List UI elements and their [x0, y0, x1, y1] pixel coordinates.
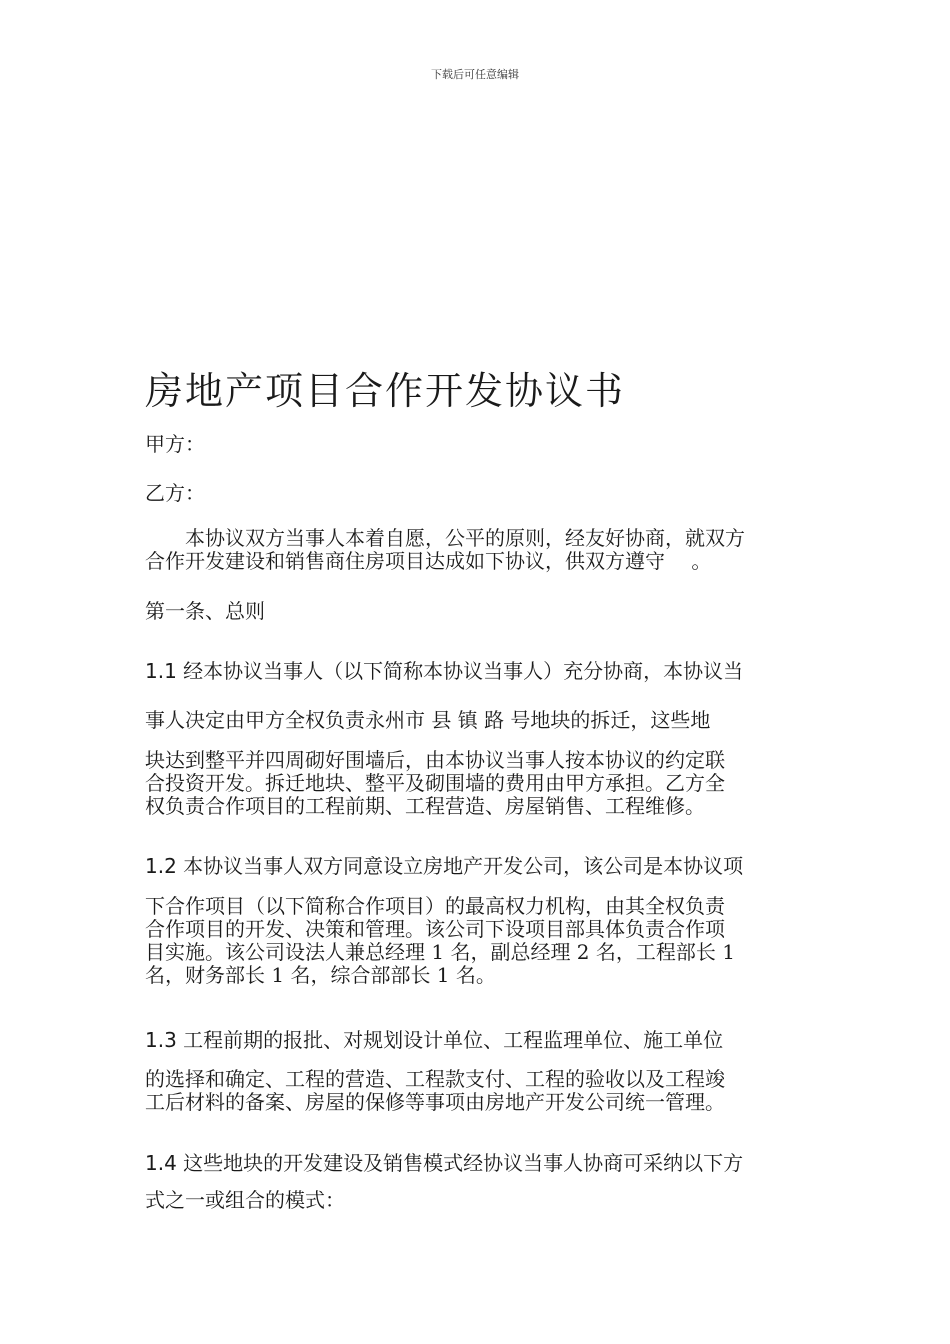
party-b-text: 乙方：	[145, 481, 205, 505]
clause-line: 工程前期的报批、对规划设计单位、工程监理单位、施工单位	[176, 1028, 724, 1052]
clause-1-3	[145, 1029, 805, 1052]
intro-line: 本协议双方当事人本着自愿，公平的原则，经友好协商，就双方	[185, 526, 745, 550]
page-title: 房地产项目合作开发协议书	[145, 369, 626, 413]
clause-1-1-body	[145, 749, 805, 818]
clause-line: 这些地块的开发建设及销售模式经协议当事人协商可采纳以下方	[176, 1151, 744, 1175]
clause-line: 块达到整平并四周砌好围墙后，由本协议当事人按本协议的约定联	[145, 748, 725, 772]
clause-number: 1.4	[145, 1151, 177, 1175]
clause-line: 工后材料的备案、房屋的保修等事项由房地产开发公司统一管理。	[145, 1090, 725, 1114]
party-a-label	[145, 433, 805, 456]
article-heading	[145, 600, 805, 623]
clause-line: 目实施。该公司设法人兼总经理 1 名，副总经理 2 名，工程部长 1	[145, 940, 735, 964]
clause-1-3-body	[145, 1068, 805, 1114]
header-note: 下载后可任意编辑	[431, 68, 519, 81]
clause-line: 事人决定由甲方全权负责永州市 县 镇 路 号地块的拆迁，这些地	[145, 708, 711, 732]
clause-line: 权负责合作项目的工程前期、工程营造、房屋销售、工程维修。	[145, 794, 705, 818]
clause-line: 下合作项目（以下简称合作项目）的最高权力机构，由其全权负责	[145, 894, 725, 918]
clause-line: 经本协议当事人（以下简称本协议当事人）充分协商，本协议当	[176, 659, 744, 683]
clause-line: 式之一或组合的模式：	[145, 1188, 345, 1212]
party-a-text: 甲方：	[145, 432, 205, 456]
clause-line: 的选择和确定、工程的营造、工程款支付、工程的验收以及工程竣	[145, 1067, 725, 1091]
clause-1-4	[145, 1152, 805, 1175]
clause-line: 名，财务部长 1 名，综合部部长 1 名。	[145, 963, 496, 987]
clause-1-1-cont	[145, 709, 805, 732]
clause-number: 1.3	[145, 1028, 177, 1052]
clause-line: 本协议当事人双方同意设立房地产开发公司，该公司是本协议项	[176, 854, 744, 878]
intro-paragraph	[145, 527, 805, 573]
intro-line: 合作开发建设和销售商住房项目达成如下协议，供双方遵守 。	[145, 549, 712, 573]
clause-1-1	[145, 660, 805, 683]
article-1-heading: 第一条、总则	[145, 599, 265, 623]
clause-number: 1.1	[145, 659, 177, 683]
clause-line: 合投资开发。拆迁地块、整平及砌围墙的费用由甲方承担。乙方全	[145, 771, 725, 795]
clause-number: 1.2	[145, 854, 177, 878]
clause-1-2-body	[145, 895, 805, 987]
clause-line: 合作项目的开发、决策和管理。该公司下设项目部具体负责合作项	[145, 917, 725, 941]
clause-1-4-cont	[145, 1189, 805, 1212]
clause-1-2	[145, 855, 805, 878]
party-b-label	[145, 482, 805, 505]
